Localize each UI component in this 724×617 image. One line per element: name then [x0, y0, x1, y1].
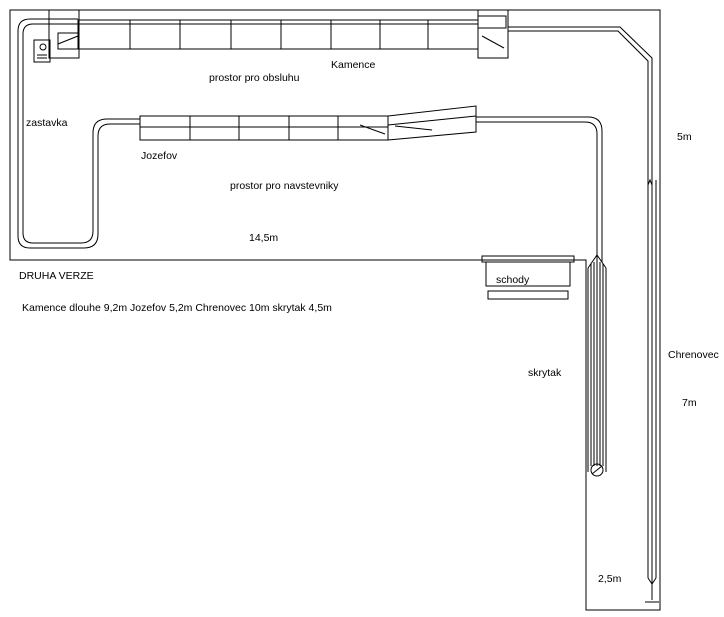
chrenovec-track — [508, 27, 652, 578]
skrytak-access-track — [476, 117, 602, 262]
left-end-block — [49, 10, 79, 58]
width-main-label: 14,5m — [249, 232, 279, 244]
height-lower-label: 7m — [682, 397, 697, 409]
operator-area-label: prostor pro obsluhu — [209, 72, 300, 84]
stairs-step — [488, 291, 568, 299]
building-icon — [34, 40, 50, 62]
stairs-label: schody — [496, 274, 530, 286]
version-label: DRUHA VERZE — [19, 270, 94, 282]
jozefov-label: Jozefov — [141, 150, 178, 162]
hidden-yard-label: skrytak — [528, 367, 562, 379]
lengths-label: Kamence dlouhe 9,2m Jozefov 5,2m Chrenovec 10m skrytak 4,5m — [22, 302, 332, 314]
stop-label: zastavka — [26, 117, 68, 129]
chrenovec-label: Chrenovec — [668, 349, 719, 361]
skrytak-tracks — [588, 255, 606, 472]
width-bottom-label: 2,5m — [598, 573, 622, 585]
jozefov-station — [140, 116, 388, 140]
height-right-label: 5m — [677, 131, 692, 143]
kamence-label: Kamence — [331, 59, 376, 71]
right-end-block — [478, 10, 508, 58]
visitor-area-label: prostor pro navstevniky — [230, 180, 339, 192]
